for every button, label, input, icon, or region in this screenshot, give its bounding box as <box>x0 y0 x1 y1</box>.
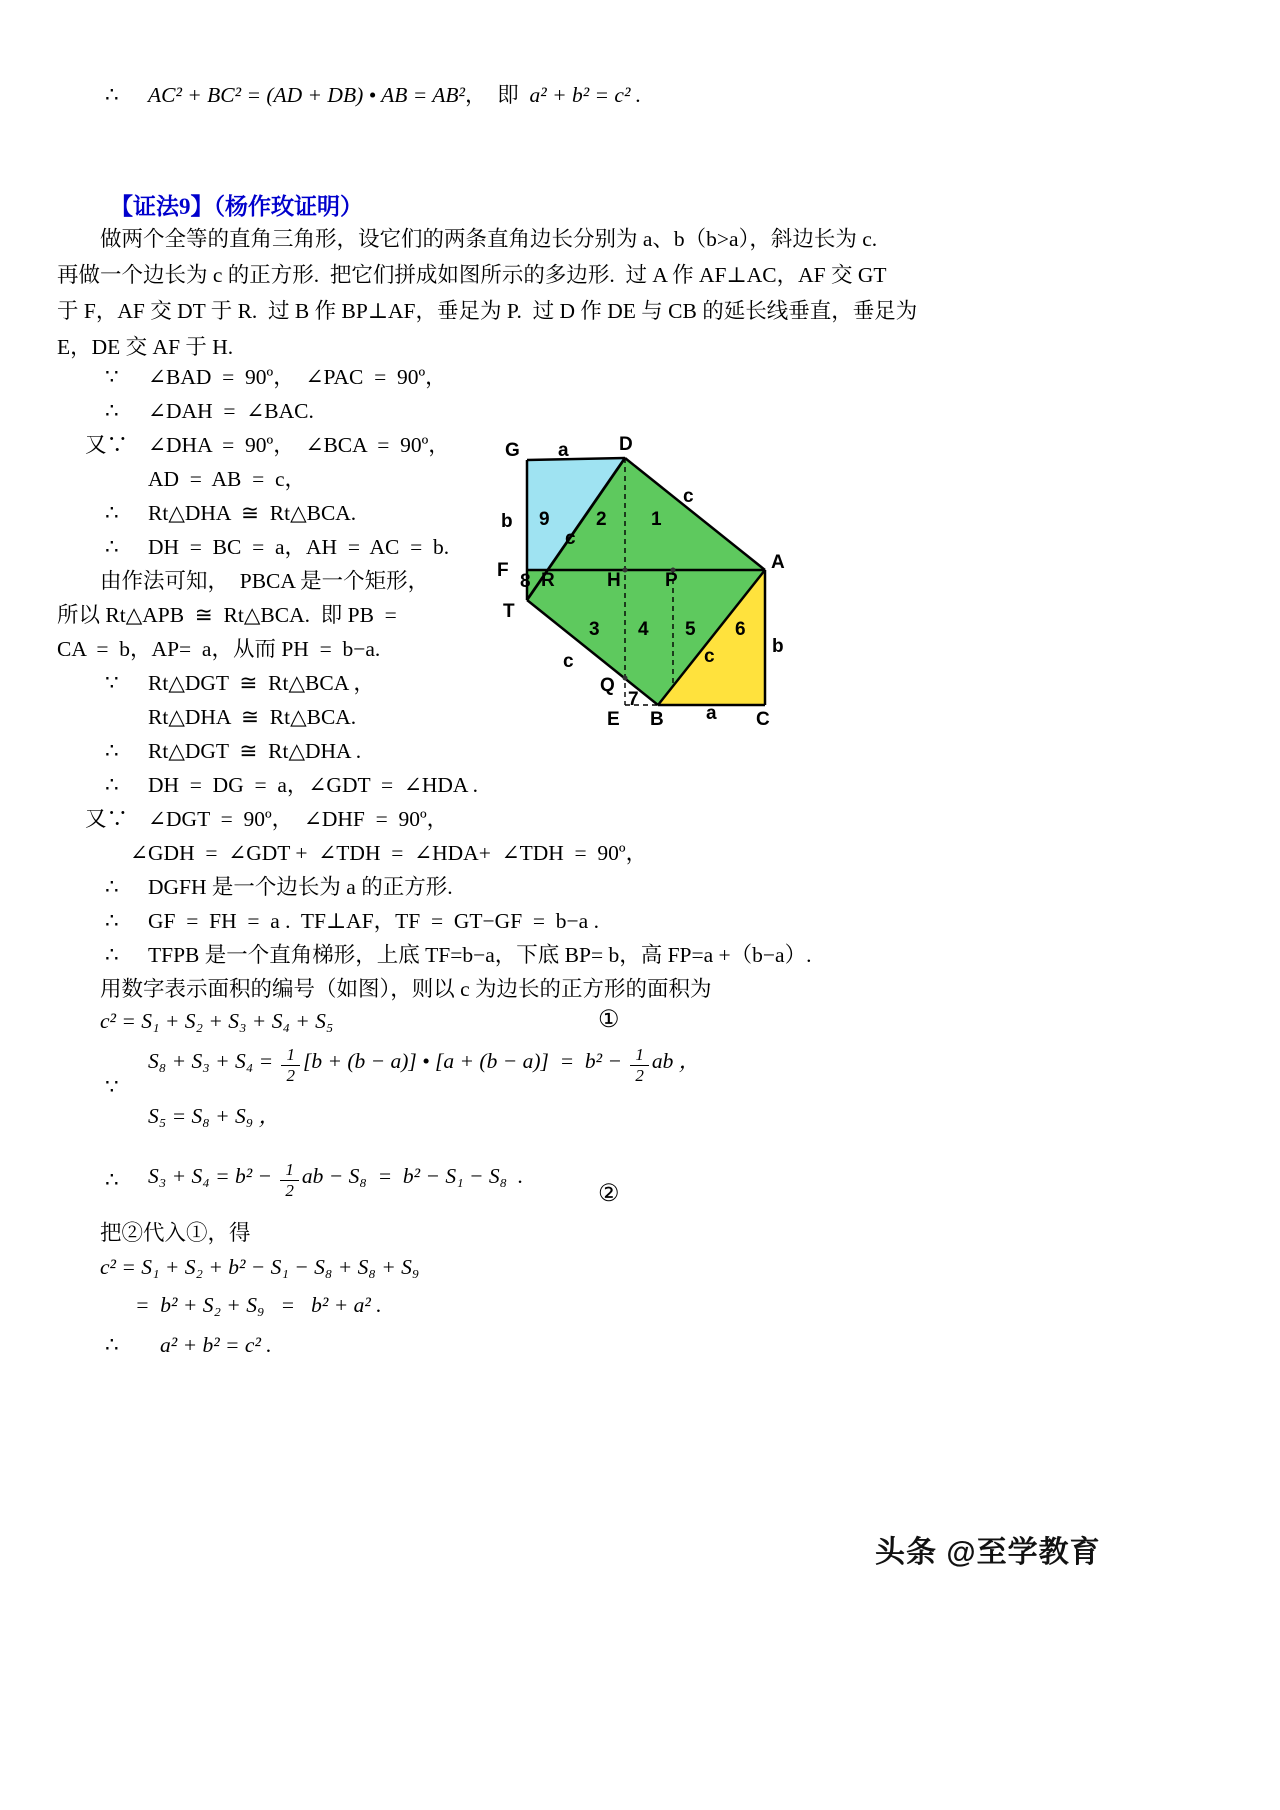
formula-s834: S₈ + S₃ + S₄ = $\frac{1}{2}$ [b + (b − a)] • [a + (b − a)] = b² − $\frac{1}{2}$ ab ， <box>148 1045 701 1085</box>
proof-step <box>85 430 450 460</box>
vertex-label-G: G <box>505 440 520 461</box>
proof-step <box>105 736 361 766</box>
proof-step <box>85 804 448 834</box>
proof-step <box>100 566 429 596</box>
region-label-5: 5 <box>685 619 696 640</box>
side-label-c-BA: c <box>704 646 715 667</box>
region-label-1: 1 <box>651 509 662 530</box>
vertex-label-Q: Q <box>600 675 615 696</box>
fraction-one-half: $\frac{1}{2}$ <box>281 1045 300 1085</box>
equation-simplified: = b² + S₂ + S₉ = b² + a² . <box>135 1293 382 1317</box>
region-label-6: 6 <box>735 619 746 640</box>
step-text: 由作法可知， PBCA 是一个矩形， <box>100 569 430 593</box>
vertex-label-D: D <box>619 434 633 455</box>
proof-step <box>148 464 306 494</box>
therefore-symbol: ∴ <box>105 399 119 423</box>
proof-step <box>105 872 453 902</box>
conclusion-line <box>105 80 641 110</box>
proof-step <box>148 702 356 732</box>
step-text: GF = FH = a . TF⊥AF，TF = GT−GF = b−a . <box>148 909 599 933</box>
vertex-label-P: P <box>665 570 678 591</box>
formula-s5: S₅ = S₈ + S₉ ， <box>148 1104 281 1129</box>
vertex-label-E: E <box>607 709 620 730</box>
proof-step <box>105 498 356 528</box>
region-label-3: 3 <box>589 619 600 640</box>
step-text: ∠DHA = 90º， ∠BCA = 90º， <box>148 433 450 457</box>
formula-text: AC² + BC² = (AD + DB) • AB = AB² <box>148 83 465 107</box>
side-label-c-TB: c <box>563 651 574 672</box>
region-label-8: 8 <box>520 571 531 592</box>
step-text: 用数字表示面积的编号（如图），则以 c 为边长的正方形的面积为 <box>100 977 712 1001</box>
therefore-symbol: ∴ <box>105 739 119 763</box>
proof-step <box>57 600 397 630</box>
vertex-label-F: F <box>497 560 509 581</box>
vertex-label-H: H <box>607 570 621 591</box>
side-label-a-top: a <box>558 440 569 461</box>
formula-s34: S₃ + S₄ = b² − $\frac{1}{2}$ ab − S₈ = b² − S₁ − S₈ . <box>148 1160 524 1200</box>
vertex-label-C: C <box>756 709 770 730</box>
step-text: TFPB 是一个直角梯形，上底 TF=b−a，下底 BP= b，高 FP=a +（b−a）. <box>148 943 812 967</box>
because-symbol: ∵ <box>105 1074 119 1099</box>
therefore-symbol: ∴ <box>105 943 119 967</box>
vertex-label-A: A <box>771 552 785 573</box>
pythagorean-figure <box>495 432 795 732</box>
step-text: DH = DG = a，∠GDT = ∠HDA . <box>148 773 478 797</box>
region-label-7: 7 <box>628 689 639 710</box>
proof-step <box>105 906 599 936</box>
proof-step <box>57 634 380 664</box>
vertex-label-B: B <box>650 709 664 730</box>
therefore-symbol: ∴ <box>105 875 119 899</box>
connector-text: ， 即 <box>465 83 530 107</box>
step-text: ∠GDH = ∠GDT + ∠TDH = ∠HDA+ ∠TDH = 90º， <box>130 841 648 865</box>
step-text: AD = AB = c， <box>148 467 307 491</box>
proof-step <box>105 940 811 970</box>
step-text: Rt△DGT ≅ Rt△DHA . <box>148 739 362 763</box>
proof-step <box>105 396 314 426</box>
region-label-9: 9 <box>539 509 550 530</box>
step-text: Rt△DHA ≅ Rt△BCA. <box>148 705 357 729</box>
side-label-a-bottom: a <box>706 703 717 724</box>
paragraph-line: 做两个全等的直角三角形，设它们的两条直角边长分别为 a、b（b>a），斜边长为 c. <box>100 227 878 251</box>
formula-block-because <box>105 1044 700 1130</box>
because-symbol: ∵ <box>105 365 119 389</box>
therefore-symbol: ∴ <box>105 1167 119 1192</box>
side-label-c-DA: c <box>683 486 694 507</box>
region-label-4: 4 <box>638 619 649 640</box>
also-because-symbol: 又∵ <box>85 807 129 831</box>
step-text: Rt△DGT ≅ Rt△BCA ， <box>148 671 375 695</box>
point-H-dot <box>623 568 628 573</box>
step-text: DGFH 是一个边长为 a 的正方形. <box>148 875 453 899</box>
therefore-symbol: ∴ <box>105 1333 119 1357</box>
therefore-symbol: ∴ <box>105 535 119 559</box>
proof-step <box>105 668 375 698</box>
equation-tag-1: ① <box>598 1007 620 1033</box>
step-text: ∠DAH = ∠BAC. <box>148 399 314 423</box>
substitution-sentence: 把②代入①，得 <box>100 1221 251 1245</box>
therefore-symbol: ∴ <box>105 83 119 107</box>
step-text: ∠BAD = 90º， ∠PAC = 90º， <box>148 365 447 389</box>
paragraph-line: 再做一个边长为 c 的正方形. 把它们拼成如图所示的多边形. 过 A 作 AF⊥AC，AF 交 GT <box>57 263 887 287</box>
point-Q-dot <box>623 676 628 681</box>
proof-step <box>105 770 478 800</box>
therefore-symbol: ∴ <box>105 909 119 933</box>
step-text: ∠DGT = 90º， ∠DHF = 90º， <box>148 807 449 831</box>
proof-step <box>105 532 449 562</box>
equation-expanded: c² = S₁ + S₂ + b² − S₁ − S₈ + S₈ + S₉ <box>100 1255 420 1279</box>
formula-text: a² + b² = c² . <box>529 83 642 107</box>
step-text: DH = BC = a，AH = AC = b. <box>148 535 450 559</box>
step-text: CA = b，AP= a，从而 PH = b−a. <box>57 637 381 661</box>
step-text: Rt△DHA ≅ Rt△BCA. <box>148 501 357 525</box>
also-because-symbol: 又∵ <box>85 433 129 457</box>
step-text: 所以 Rt△APB ≅ Rt△BCA. 即 PB = <box>57 603 397 627</box>
equation-tag-2: ② <box>598 1181 620 1207</box>
paragraph-line: 于 F，AF 交 DT 于 R. 过 B 作 BP⊥AF，垂足为 P. 过 D 作 DE 与 CB 的延长线垂直，垂足为 <box>57 299 918 323</box>
vertex-label-R: R <box>541 570 555 591</box>
fraction-one-half: $\frac{1}{2}$ <box>280 1160 299 1200</box>
formula-text: a² + b² = c² . <box>160 1333 272 1357</box>
vertex-label-T: T <box>503 601 515 622</box>
region-label-2: 2 <box>596 509 607 530</box>
proof-step <box>105 362 447 392</box>
final-conclusion <box>105 1330 272 1360</box>
side-label-b-right: b <box>772 636 784 657</box>
because-symbol: ∵ <box>105 671 119 695</box>
therefore-symbol: ∴ <box>105 773 119 797</box>
therefore-symbol: ∴ <box>105 501 119 525</box>
formula-block-therefore <box>105 1160 523 1200</box>
side-label-c-DT: c <box>565 528 576 549</box>
equation-c2-sum: c² = S₁ + S₂ + S₃ + S₄ + S₅ <box>100 1009 334 1033</box>
watermark-toutiao: 头条 @至学教育 <box>875 1536 1101 1569</box>
paragraph-line: E，DE 交 AF 于 H. <box>57 335 234 359</box>
proof-step <box>100 974 712 1004</box>
fraction-one-half: $\frac{1}{2}$ <box>630 1045 649 1085</box>
proof-step <box>130 838 647 868</box>
section-heading: 【证法9】（杨作玫证明） <box>110 194 363 219</box>
side-label-b-left: b <box>501 511 513 532</box>
